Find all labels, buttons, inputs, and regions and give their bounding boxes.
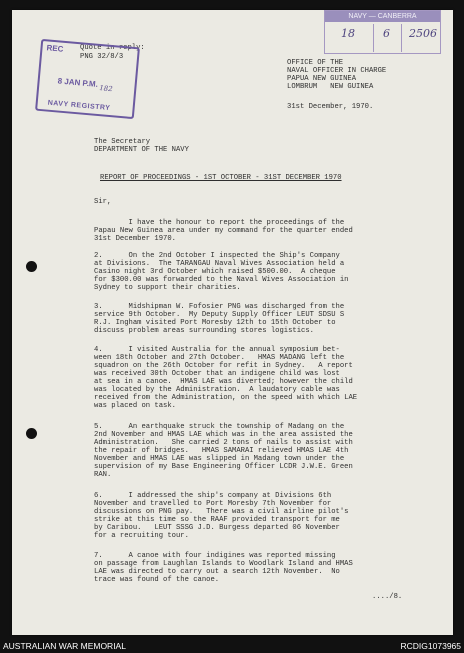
paragraph-line: by Caribou. LEUT SSSG J.D. Burgess departed 06 November: [94, 524, 340, 532]
paragraph-line: 6. I addressed the ship's company at Divisions 6th: [94, 492, 332, 500]
paragraph-line: supervision of my Base Engineering Officer LCDR J.W.E. Green: [94, 463, 353, 471]
footer-catalog-id: RCDIG1073965: [400, 641, 461, 651]
paragraph-line: 7. A canoe with four indigines was reported missing: [94, 552, 336, 560]
paragraph-line: on passage from Laughlan Islands to Woodlark Island and HMAS: [94, 560, 353, 568]
quote-in-reply: Quote in reply:: [80, 44, 145, 52]
paragraph-line: 5. An earthquake struck the township of Madang on the: [94, 423, 345, 431]
paragraph-line: at Divisions. The TARANGAU Naval Wives Association held a: [94, 260, 345, 268]
footer-institution: AUSTRALIAN WAR MEMORIAL: [3, 641, 126, 651]
paragraph-line: Casino night 3rd October which raised $500.00. A cheque: [94, 268, 336, 276]
paragraph-line: November and travelled to Port Moresby 7th November for: [94, 500, 332, 508]
paragraph-line: service 9th October. My Deputy Supply Officer LEUT SDSU S: [94, 311, 345, 319]
paragraph-line: was located by the Administration. A laudatory cable was: [94, 386, 340, 394]
paragraph-line: was received 30th October that an indigene child was lost: [94, 370, 340, 378]
continuation-marker: ..../8.: [372, 593, 403, 601]
punch-hole: [26, 428, 37, 439]
report-title: REPORT OF PROCEEDINGS - 1ST OCTOBER - 31ST DECEMBER 1970: [100, 174, 342, 182]
stamp-rec: REC: [46, 43, 64, 54]
paragraph-line: Administration. She carried 2 tons of nails to assist with: [94, 439, 353, 447]
paragraph-line: ween 18th October and 27th October. HMAS MADANG left the: [94, 354, 345, 362]
paragraph-line: trace was found of the canoe.: [94, 576, 220, 584]
paragraph-line: LAE was directed to carry out a search 12th November. No: [94, 568, 340, 576]
paragraph-line: I have the honour to report the proceedings of the: [94, 219, 345, 227]
paragraph-line: the repair of bridges. HMAS SAMARAI relieved HMAS LAE 4th: [94, 447, 349, 455]
paragraph-line: discussions on PNG pay. There was a civil airline pilot's: [94, 508, 349, 516]
addressee-line-2: DEPARTMENT OF THE NAVY: [94, 146, 189, 154]
paragraph-line: Papau New Guinea area under my command for the quarter ended: [94, 227, 353, 235]
paragraph-line: received from the Administration, on the speed with which LAE: [94, 394, 358, 402]
box-number-3: 2506: [409, 27, 437, 40]
paragraph-line: discuss problem areas surrounding stores logistics.: [94, 327, 314, 335]
sender-line-1: OFFICE OF THE: [287, 59, 344, 67]
paragraph-line: 31st December 1970.: [94, 235, 176, 243]
sender-line-4: LOMBRUM NEW GUINEA: [287, 83, 374, 91]
paragraph-line: was placed on task.: [94, 402, 176, 410]
navy-canberra-box: [324, 10, 441, 54]
received-stamp: [35, 39, 140, 119]
salutation: Sir,: [94, 198, 112, 206]
stamp-handwritten: 182: [98, 84, 113, 94]
paragraph-line: Sydney to support their charities.: [94, 284, 241, 292]
paragraph-line: November and HMAS LAE was slipped in Madang town under the: [94, 455, 345, 463]
paragraph-line: strike at this time so the RAAF provided transport for me: [94, 516, 340, 524]
paragraph-line: for a recruiting tour.: [94, 532, 189, 540]
paragraph-line: at sea in a canoe. HMAS LAE was diverted; however the child: [94, 378, 353, 386]
stamp-date: 8 JAN P.M.: [57, 76, 99, 89]
letter-date: 31st December, 1970.: [287, 103, 374, 111]
navy-box-header: NAVY — CANBERRA: [325, 11, 440, 22]
addressee-line-1: The Secretary: [94, 138, 151, 146]
reference-number: PNG 32/8/3: [80, 53, 124, 61]
box-divider: [373, 24, 374, 52]
paragraph-line: R.J. Ingham visited Port Moresby 12th to 15th October to: [94, 319, 336, 327]
box-number-1: 18: [341, 27, 355, 40]
archive-footer: [0, 639, 464, 653]
paragraph-line: 4. I visited Australia for the annual symposium bet-: [94, 346, 340, 354]
sender-line-2: NAVAL OFFICER IN CHARGE: [287, 67, 387, 75]
paragraph-line: squadron on the 26th October for refit in Sydney. A report: [94, 362, 353, 370]
sender-line-3: PAPUA NEW GUINEA: [287, 75, 357, 83]
paragraph-line: for $300.00 was forwarded to the Naval Wives Association in: [94, 276, 349, 284]
paragraph-line: 2nd November and HMAS LAE which was in the area assisted the: [94, 431, 353, 439]
paragraph-line: 3. Midshipman W. Fofosier PNG was discharged from the: [94, 303, 345, 311]
punch-hole: [26, 261, 37, 272]
stamp-registry: NAVY REGISTRY: [47, 99, 111, 113]
document-page: [12, 10, 453, 635]
box-divider: [401, 24, 402, 52]
box-number-2: 6: [383, 27, 390, 40]
paragraph-line: 2. On the 2nd October I inspected the Ship's Company: [94, 252, 340, 260]
paragraph-line: RAN.: [94, 471, 112, 479]
